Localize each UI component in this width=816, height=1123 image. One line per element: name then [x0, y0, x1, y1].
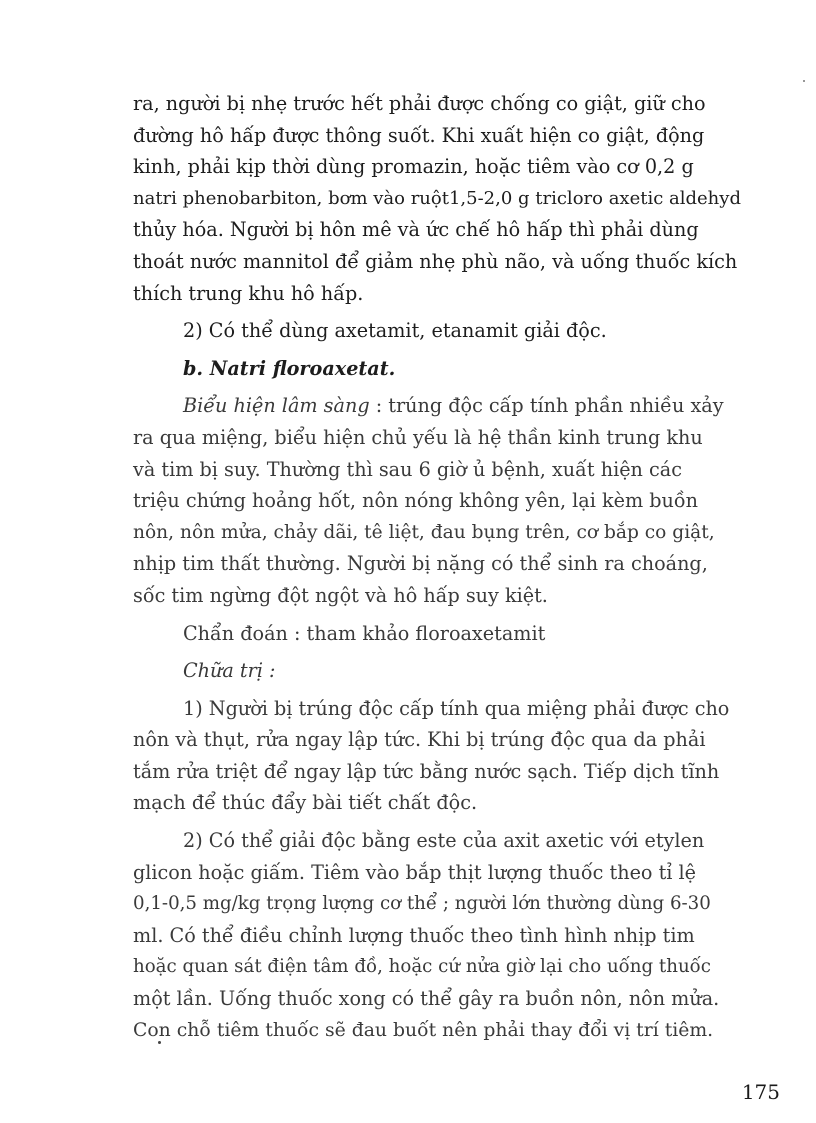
paragraph-treatment-1 — [133, 693, 781, 819]
text-line: 0,1-0,5 mg/kg trọng lượng cơ thể ; người lớn thường dùng 6-30 — [133, 893, 711, 915]
paragraph-item-2 — [133, 315, 781, 347]
text-line: thích trung khu hô hấp. — [133, 281, 364, 305]
scan-speck — [158, 1041, 161, 1044]
text-line: 2) Có thể dùng axetamit, etanamit giải độc. — [183, 319, 607, 343]
text-line: Chẩn đoán : tham khảo floroaxetamit — [183, 621, 546, 645]
text-line: hoặc quan sát điện tâm đồ, hoặc cứ nửa giờ lại cho uống thuốc — [133, 956, 711, 978]
text-line: 2) Có thể giải độc bằng este của axit axetic với etylen — [183, 829, 705, 853]
paragraph-treatment-heading — [133, 655, 781, 687]
text-line: và tim bị suy. Thường thì sau 6 giờ ủ bệnh, xuất hiện các — [133, 457, 682, 481]
text-line: đường hô hấp được thông suốt. Khi xuất hiện co giật, động — [133, 123, 705, 147]
paragraph-diagnosis — [133, 618, 781, 650]
text-line: thủy hóa. Người bị hôn mê và ức chế hô hấp thì phải dùng — [133, 218, 699, 242]
text-line: nôn, nôn mửa, chảy dãi, tê liệt, đau bụng trên, cơ bắp co giật, — [133, 521, 715, 543]
text-line: kinh, phải kịp thời dùng promazin, hoặc tiêm vào cơ 0,2 g — [133, 155, 694, 179]
text-line: nhịp tim thất thường. Người bị nặng có thể sinh ra choáng, — [133, 552, 708, 576]
section-heading — [133, 353, 781, 385]
clinical-signs-label: Biểu hiện lâm sàng — [183, 394, 370, 418]
text-line: ml. Có thể điều chỉnh lượng thuốc theo tình hình nhịp tim — [133, 923, 695, 947]
text-line: natri phenobarbiton, bơm vào ruột1,5-2,0 g tricloro axetic aldehyd — [133, 187, 741, 209]
text-line: ra qua miệng, biểu hiện chủ yếu là hệ thần kinh trung khu — [133, 425, 703, 449]
text-line: tắm rửa triệt để ngay lập tức bằng nước sạch. Tiếp dịch tĩnh — [133, 759, 720, 783]
paragraph-treatment-2 — [133, 825, 781, 1046]
body-text — [133, 88, 781, 1052]
text-line: 1) Người bị trúng độc cấp tính qua miệng phải được cho — [183, 696, 730, 720]
text-line: một lần. Uống thuốc xong có thể gây ra buồn nôn, nôn mửa. — [133, 987, 720, 1011]
paragraph-intro — [133, 88, 781, 309]
text-line: triệu chứng hoảng hốt, nôn nóng không yên, lại kèm buồn — [133, 489, 698, 513]
text-line: glicon hoặc giấm. Tiêm vào bắp thịt lượng thuốc theo tỉ lệ — [133, 860, 697, 884]
paragraph-clinical-signs — [133, 390, 781, 611]
scan-speck — [803, 80, 805, 82]
text-line — [133, 390, 781, 422]
text-line: nôn và thụt, rửa ngay lập tức. Khi bị trúng độc qua da phải — [133, 728, 706, 752]
heading-text: b. Natri floroaxetat. — [183, 356, 396, 380]
text-line: ra, người bị nhẹ trước hết phải được chống co giật, giữ cho — [133, 92, 706, 115]
text-line-rest: : trúng độc cấp tính phần nhiều xảy — [369, 394, 724, 418]
text-line: mạch để thúc đẩy bài tiết chất độc. — [133, 791, 478, 815]
text-line: sốc tim ngừng đột ngột và hô hấp suy kiệt. — [133, 583, 548, 607]
page-number: 175 — [741, 1080, 780, 1104]
treatment-label: Chữa trị : — [183, 659, 276, 683]
text-line: Con chỗ tiêm thuốc sẽ đau buốt nên phải thay đổi vị trí tiêm. — [133, 1019, 714, 1041]
text-line: thoát nước mannitol để giảm nhẹ phù não, và uống thuốc kích — [133, 249, 738, 273]
